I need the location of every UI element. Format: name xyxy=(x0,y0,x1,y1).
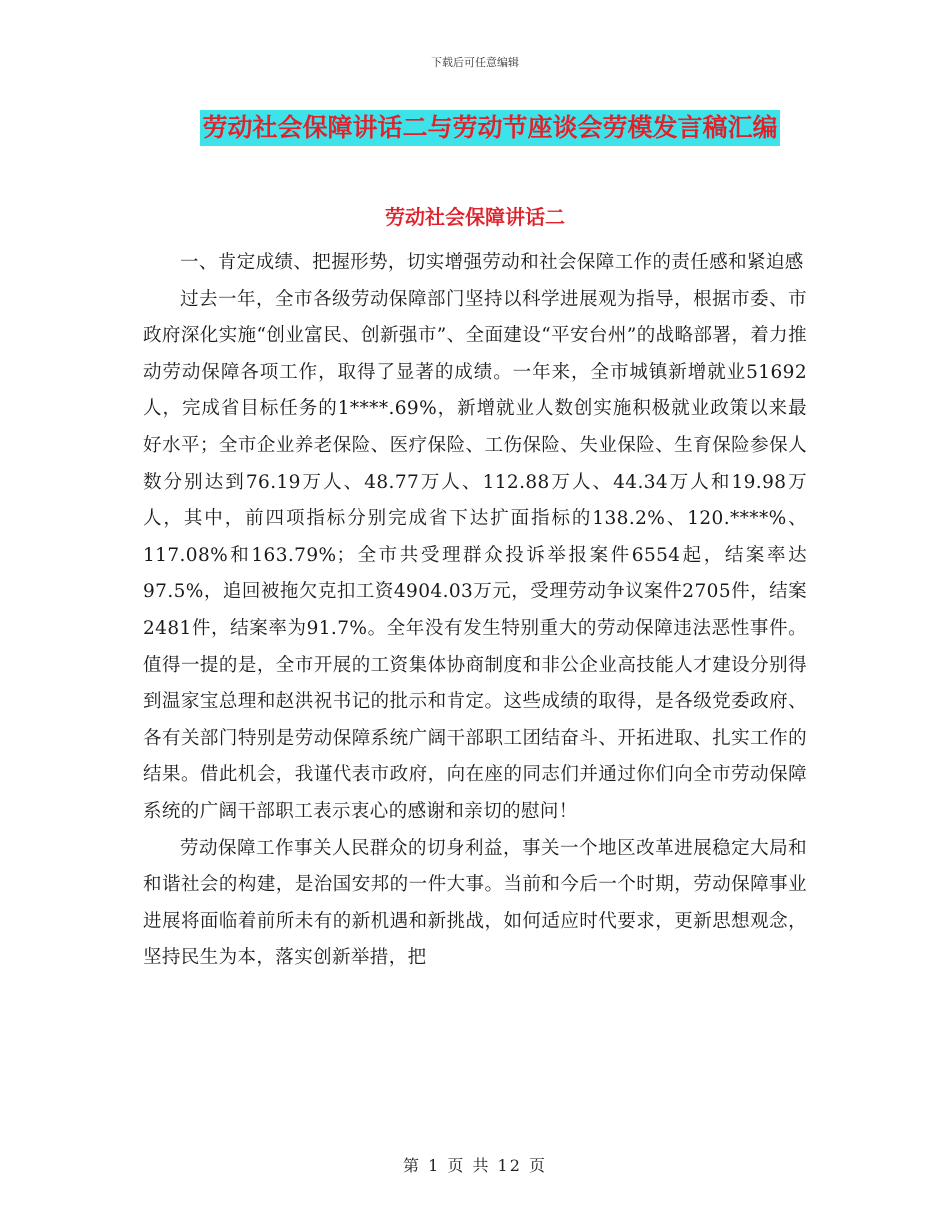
paragraph-heading: 一、肯定成绩、把握形势，切实增强劳动和社会保障工作的责任感和紧迫感 xyxy=(180,252,804,273)
section-title: 劳动社会保障讲话二 xyxy=(385,205,565,229)
header-note: 下载后可任意编辑 xyxy=(431,56,519,69)
paragraph: 过去一年，全市各级劳动保障部门坚持以科学进展观为指导，根据市委、市政府深化实施“创业富民、创新强市”、全面建设“平安台州”的战略部署，着力推动劳动保障各项工作，取得了显著的成绩。一年来，全市城镇新增就业51692人，完成省目标任务的1****.69%，新增就业人数创实施积极就业政策以来最好水平；全市企业养老保险、医疗保险、工伤保险、失业保险、生育保险参保人数分别达到76.19万人、48.77万人、112.88万人、44.34万人和19.98万人，其中，前四项指标分别完成省下达扩面指标的138.2%、120.****%、117.08%和163.79%；全市共受理群众投诉举报案件6554起，结案率达97.5%，追回被拖欠克扣工资4904.03万元，受理劳动争议案件2705件，结案2481件，结案率为91.7%。全年没有发生特别重大的劳动保障违法恶性事件。值得一提的是，全市开展的工资集体协商制度和非公企业高技能人才建设分别得到温家宝总理和赵洪祝书记的批示和肯定。这些成绩的取得，是各级党委政府、各有关部门特别是劳动保障系统广阔干部职工团结奋斗、开拓进取、扎实工作的结果。借此机会，我谨代表市政府，向在座的同志们并通过你们向全市劳动保障系统的广阔干部职工表示衷心的感谢和亲切的慰问！ xyxy=(143,288,807,822)
main-title: 劳动社会保障讲话二与劳动节座谈会劳模发言稿汇编 xyxy=(200,110,779,146)
document-body xyxy=(143,245,807,977)
paragraph: 劳动保障工作事关人民群众的切身利益，事关一个地区改革进展稳定大局和和谐社会的构建，是治国安邦的一件大事。当前和今后一个时期，劳动保障事业进展将面临着前所未有的新机遇和新挑战，如何适应时代要求，更新思想观念，坚持民生为本，落实创新举措，把 xyxy=(143,837,807,969)
main-title-container xyxy=(0,110,950,146)
page-footer: 第 1 页 共 12 页 xyxy=(403,1156,547,1175)
